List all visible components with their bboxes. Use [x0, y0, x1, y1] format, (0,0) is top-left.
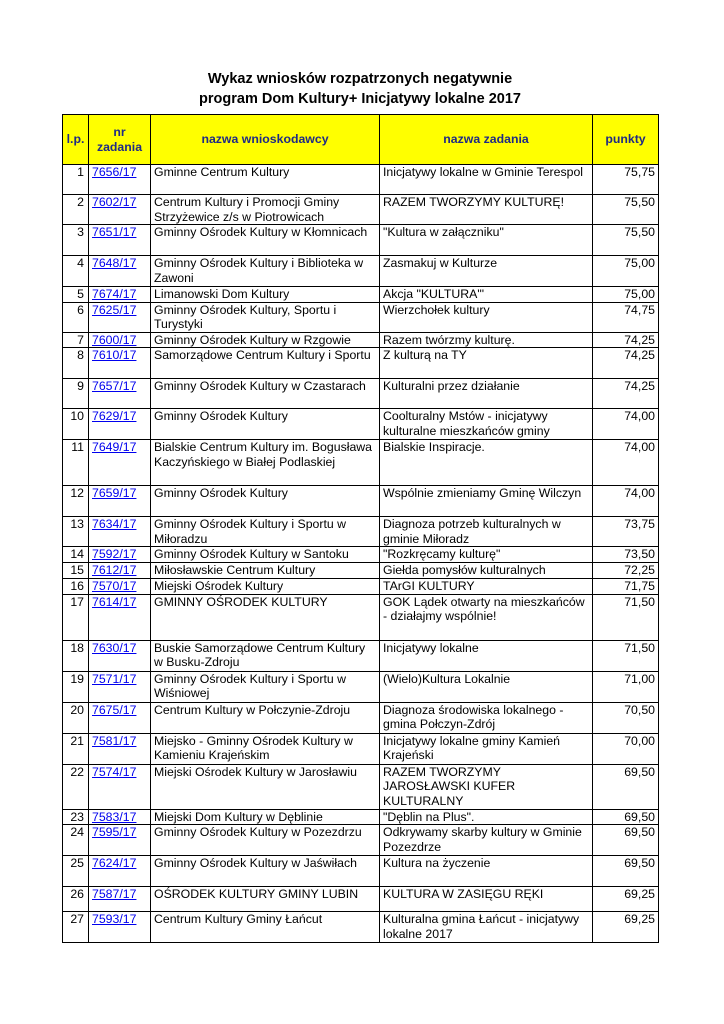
header-task: nazwa zadania — [380, 115, 593, 165]
task-name: Zasmakuj w Kulturze — [380, 256, 593, 287]
task-number-link[interactable]: 7595/17 — [92, 825, 137, 839]
task-number-link[interactable]: 7600/17 — [92, 332, 137, 347]
points-value: 74,25 — [593, 348, 659, 379]
table-row — [63, 409, 659, 440]
points-value: 75,00 — [593, 256, 659, 287]
task-name: Inicjatywy lokalne — [380, 640, 593, 671]
task-number-link[interactable]: 7630/17 — [92, 640, 137, 655]
points-value: 70,00 — [593, 733, 659, 764]
task-name: Inicjatywy lokalne gminy Kamień Krajeński — [380, 733, 593, 764]
points-value: 74,25 — [593, 332, 659, 348]
applicant-name: Buskie Samorządowe Centrum Kultury w Busku-Zdroju — [151, 640, 380, 671]
task-number-cell — [89, 165, 151, 195]
table-row — [63, 856, 659, 887]
task-name: "Kultura w załączniku" — [380, 225, 593, 256]
task-number-cell — [89, 563, 151, 579]
task-name: (Wielo)Kultura Lokalnie — [380, 671, 593, 702]
task-number-link[interactable]: 7583/17 — [92, 809, 137, 824]
row-number: 21 — [63, 733, 89, 764]
task-number-cell — [89, 640, 151, 671]
applications-table — [62, 114, 659, 943]
row-number: 6 — [63, 302, 89, 332]
task-number-link[interactable]: 7570/17 — [92, 578, 137, 593]
task-number-link[interactable]: 7614/17 — [92, 594, 137, 609]
document-title — [62, 69, 658, 109]
applicant-name: Miejski Ośrodek Kultury — [151, 578, 380, 594]
task-number-cell — [89, 825, 151, 856]
task-number-cell — [89, 256, 151, 287]
task-number-link[interactable]: 7634/17 — [92, 517, 137, 531]
applicant-name: Gminny Ośrodek Kultury — [151, 486, 380, 517]
applicant-name: GMINNY OŚRODEK KULTURY — [151, 594, 380, 640]
row-number: 11 — [63, 440, 89, 486]
table-row — [63, 912, 659, 943]
task-number-link[interactable]: 7649/17 — [92, 440, 137, 454]
task-name: GOK Lądek otwarty na mieszkańców - działajmy wspólnie! — [380, 594, 593, 640]
task-name: Kultura na życzenie — [380, 856, 593, 887]
row-number: 3 — [63, 225, 89, 256]
row-number: 2 — [63, 195, 89, 225]
table-row — [63, 348, 659, 379]
task-name: TArGI KULTURY — [380, 578, 593, 594]
task-name: Wspólnie zmieniamy Gminę Wilczyn — [380, 486, 593, 517]
row-number: 25 — [63, 856, 89, 887]
table-row — [63, 702, 659, 733]
task-number-link[interactable]: 7624/17 — [92, 856, 137, 870]
task-number-cell — [89, 440, 151, 486]
applicant-name: Gminny Ośrodek Kultury w Jaświłach — [151, 856, 380, 887]
table-row — [63, 825, 659, 856]
row-number: 14 — [63, 547, 89, 563]
row-number: 5 — [63, 287, 89, 303]
task-number-cell — [89, 379, 151, 409]
task-name: KULTURA W ZASIĘGU RĘKI — [380, 887, 593, 912]
applicant-name: Gminny Ośrodek Kultury i Sportu w Wiśniowej — [151, 671, 380, 702]
row-number: 1 — [63, 165, 89, 195]
task-number-cell — [89, 594, 151, 640]
task-number-cell — [89, 517, 151, 547]
row-number: 15 — [63, 563, 89, 579]
task-number-link[interactable]: 7612/17 — [92, 563, 137, 577]
applicant-name: Centrum Kultury i Promocji Gminy Strzyżewice z/s w Piotrowicach — [151, 195, 380, 225]
task-name: Kulturalna gmina Łańcut - inicjatywy lokalne 2017 — [380, 912, 593, 943]
task-number-link[interactable]: 7610/17 — [92, 348, 137, 362]
row-number: 12 — [63, 486, 89, 517]
task-name: Inicjatywy lokalne w Gminie Terespol — [380, 165, 593, 195]
table-row — [63, 256, 659, 287]
task-number-cell — [89, 809, 151, 825]
header-applicant: nazwa wnioskodawcy — [151, 115, 380, 165]
task-number-link[interactable]: 7659/17 — [92, 486, 137, 500]
task-name: Diagnoza środowiska lokalnego - gmina Połczyn-Zdrój — [380, 702, 593, 733]
task-name: Akcja "KULTURA"' — [380, 287, 593, 303]
applicant-name: Gminny Ośrodek Kultury i Sportu w Miłoradzu — [151, 517, 380, 547]
applicant-name: Gminny Ośrodek Kultury w Czastarach — [151, 379, 380, 409]
task-number-cell — [89, 332, 151, 348]
points-value: 74,75 — [593, 302, 659, 332]
table-row — [63, 225, 659, 256]
task-number-cell — [89, 887, 151, 912]
row-number: 18 — [63, 640, 89, 671]
task-number-cell — [89, 409, 151, 440]
points-value: 75,50 — [593, 195, 659, 225]
points-value: 74,25 — [593, 379, 659, 409]
row-number: 4 — [63, 256, 89, 287]
task-name: Odkrywamy skarby kultury w Gminie Pozezdrze — [380, 825, 593, 856]
task-name: Kulturalni przez działanie — [380, 379, 593, 409]
points-value: 75,75 — [593, 165, 659, 195]
points-value: 69,50 — [593, 764, 659, 809]
table-row — [63, 671, 659, 702]
table-row — [63, 640, 659, 671]
task-number-cell — [89, 578, 151, 594]
applicant-name: Samorządowe Centrum Kultury i Sportu — [151, 348, 380, 379]
table-row — [63, 578, 659, 594]
task-number-link[interactable]: 7651/17 — [92, 225, 137, 239]
points-value: 75,00 — [593, 287, 659, 303]
task-number-link[interactable]: 7574/17 — [92, 764, 137, 779]
row-number: 22 — [63, 764, 89, 809]
applicant-name: Gminne Centrum Kultury — [151, 165, 380, 195]
applicant-name: Gminny Ośrodek Kultury i Biblioteka w Zawoni — [151, 256, 380, 287]
table-row — [63, 287, 659, 303]
row-number: 20 — [63, 702, 89, 733]
task-name: "Dęblin na Plus". — [380, 809, 593, 825]
table-row — [63, 332, 659, 348]
table-row — [63, 809, 659, 825]
task-name: Razem twórzmy kulturę. — [380, 332, 593, 348]
points-value: 69,50 — [593, 856, 659, 887]
table-row — [63, 733, 659, 764]
applicant-name: Gminny Ośrodek Kultury, Sportu i Turystyki — [151, 302, 380, 332]
points-value: 71,50 — [593, 594, 659, 640]
applicant-name: Centrum Kultury w Połczynie-Zdroju — [151, 702, 380, 733]
row-number: 27 — [63, 912, 89, 943]
task-number-cell — [89, 856, 151, 887]
applicant-name: Gminny Ośrodek Kultury w Pozezdrzu — [151, 825, 380, 856]
applicant-name: Miejski Dom Kultury w Dęblinie — [151, 809, 380, 825]
points-value: 74,00 — [593, 440, 659, 486]
task-number-cell — [89, 671, 151, 702]
applicant-name: Gminny Ośrodek Kultury w Kłomnicach — [151, 225, 380, 256]
points-value: 73,50 — [593, 547, 659, 563]
row-number: 16 — [63, 578, 89, 594]
task-name: "Rozkręcamy kulturę" — [380, 547, 593, 563]
points-value: 69,25 — [593, 887, 659, 912]
applicant-name: Miejski Ośrodek Kultury w Jarosławiu — [151, 764, 380, 809]
applicant-name: OŚRODEK KULTURY GMINY LUBIN — [151, 887, 380, 912]
table-row — [63, 764, 659, 809]
task-number-cell — [89, 195, 151, 225]
header-nr-line-1: nr — [113, 125, 126, 139]
row-number: 7 — [63, 332, 89, 348]
row-number: 10 — [63, 409, 89, 440]
points-value: 71,75 — [593, 578, 659, 594]
title-line-1: Wykaz wniosków rozpatrzonych negatywnie — [207, 71, 513, 87]
task-number-cell — [89, 733, 151, 764]
row-number: 24 — [63, 825, 89, 856]
row-number: 17 — [63, 594, 89, 640]
task-number-link[interactable]: 7648/17 — [92, 256, 137, 270]
task-number-link[interactable]: 7674/17 — [92, 287, 137, 301]
task-number-link[interactable]: 7587/17 — [92, 887, 137, 901]
task-name: RAZEM TWORZYMY KULTURĘ! — [380, 195, 593, 225]
table-row — [63, 165, 659, 195]
task-number-link[interactable]: 7625/17 — [92, 302, 137, 317]
row-number: 8 — [63, 348, 89, 379]
points-value: 69,25 — [593, 912, 659, 943]
header-points: punkty — [593, 115, 659, 165]
task-name: Diagnoza potrzeb kulturalnych w gminie Miłoradz — [380, 517, 593, 547]
task-number-cell — [89, 302, 151, 332]
header-nr — [89, 115, 151, 165]
row-number: 13 — [63, 517, 89, 547]
table-row — [63, 440, 659, 486]
points-value: 70,50 — [593, 702, 659, 733]
applicant-name: Limanowski Dom Kultury — [151, 287, 380, 303]
points-value: 75,50 — [593, 225, 659, 256]
task-number-link[interactable]: 7656/17 — [92, 165, 137, 179]
applicant-name: Gminny Ośrodek Kultury w Rzgowie — [151, 332, 380, 348]
applicant-name: Gminny Ośrodek Kultury — [151, 409, 380, 440]
task-name: RAZEM TWORZYMY JAROSŁAWSKI KUFER KULTURALNY — [380, 764, 593, 809]
points-value: 69,50 — [593, 809, 659, 825]
task-number-link[interactable]: 7571/17 — [92, 671, 137, 686]
points-value: 71,50 — [593, 640, 659, 671]
task-number-cell — [89, 348, 151, 379]
task-number-cell — [89, 225, 151, 256]
points-value: 74,00 — [593, 486, 659, 517]
task-number-cell — [89, 547, 151, 563]
applicant-name: Miejsko - Gminny Ośrodek Kultury w Kamieniu Krajeńskim — [151, 733, 380, 764]
row-number: 23 — [63, 809, 89, 825]
task-name: Giełda pomysłów kulturalnych — [380, 563, 593, 579]
task-number-cell — [89, 764, 151, 809]
applicant-name: Gminny Ośrodek Kultury w Santoku — [151, 547, 380, 563]
header-nr-line-2: zadania — [96, 139, 143, 154]
task-number-cell — [89, 912, 151, 943]
task-number-link[interactable]: 7657/17 — [92, 379, 137, 393]
row-number: 9 — [63, 379, 89, 409]
task-name: Coolturalny Mstów - inicjatywy kulturalne mieszkańców gminy — [380, 409, 593, 440]
table-header-row — [63, 115, 659, 165]
task-number-link[interactable]: 7629/17 — [92, 409, 137, 423]
applicant-name: Miłosławskie Centrum Kultury — [151, 563, 380, 579]
row-number: 26 — [63, 887, 89, 912]
row-number: 19 — [63, 671, 89, 702]
task-name: Bialskie Inspiracje. — [380, 440, 593, 486]
points-value: 71,00 — [593, 671, 659, 702]
task-number-link[interactable]: 7675/17 — [92, 702, 137, 717]
table-row — [63, 887, 659, 912]
table-row — [63, 563, 659, 579]
points-value: 74,00 — [593, 409, 659, 440]
task-number-link[interactable]: 7581/17 — [92, 733, 137, 748]
table-row — [63, 547, 659, 563]
task-number-cell — [89, 486, 151, 517]
table-row — [63, 517, 659, 547]
title-line-2: program Dom Kultury+ Inicjatywy lokalne 2017 — [199, 91, 521, 107]
table-row — [63, 195, 659, 225]
task-number-cell — [89, 702, 151, 733]
table-row — [63, 379, 659, 409]
table-row — [63, 302, 659, 332]
task-name: Z kulturą na TY — [380, 348, 593, 379]
table-row — [63, 486, 659, 517]
task-number-link[interactable]: 7593/17 — [92, 912, 137, 926]
points-value: 72,25 — [593, 563, 659, 579]
applicant-name: Centrum Kultury Gminy Łańcut — [151, 912, 380, 943]
applicant-name: Bialskie Centrum Kultury im. Bogusława Kaczyńskiego w Białej Podlaskiej — [151, 440, 380, 486]
points-value: 73,75 — [593, 517, 659, 547]
points-value: 69,50 — [593, 825, 659, 856]
table-row — [63, 594, 659, 640]
task-number-link[interactable]: 7592/17 — [92, 547, 137, 561]
task-number-cell — [89, 287, 151, 303]
header-lp: l.p. — [63, 115, 89, 165]
task-number-link[interactable]: 7602/17 — [92, 195, 137, 209]
task-name: Wierzchołek kultury — [380, 302, 593, 332]
